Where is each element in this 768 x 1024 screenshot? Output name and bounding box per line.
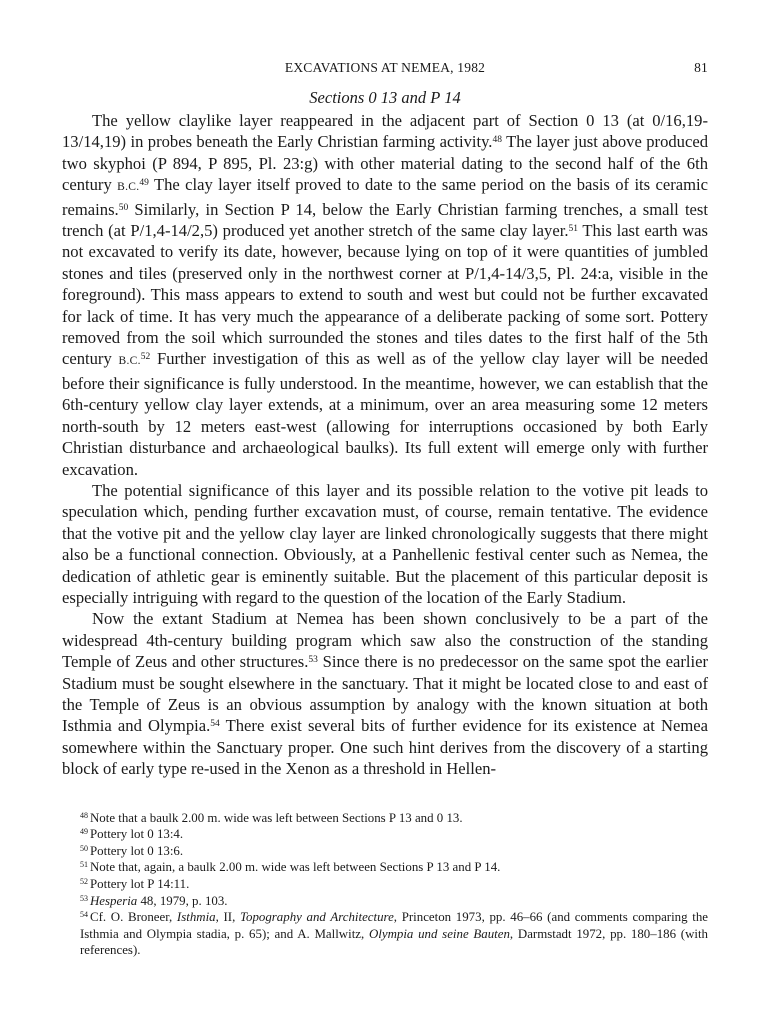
footnote-text: Pottery lot 0 13:6. (90, 843, 184, 858)
text-run: The clay layer itself proved to date to the same period on the basis of its ceramic remains. (62, 175, 708, 219)
footnote-ref-53[interactable]: 53 (308, 655, 318, 666)
footnote-number: 49 (80, 827, 88, 837)
footnote-48 (62, 810, 708, 827)
footnote-number: 50 (80, 843, 88, 853)
footnote-text: 48, 1979, p. 103. (137, 893, 228, 908)
footnote-number: 51 (80, 860, 88, 870)
text-run: The layer just above produced two skyphoi (P 894, P 895, Pl. 23:g) with other material dating to the second half of the 6th century (62, 132, 708, 195)
footnote-ref-52[interactable]: 52 (140, 352, 151, 363)
footnote-text: Note that, again, a baulk 2.00 m. wide was left between Sections P 13 and P 14. (90, 860, 501, 875)
footnote-number: 54 (80, 910, 88, 920)
footnote-text: , Princeton 1973, pp. 46–66 (and comments comparing the Isthmia and Olympia stadia, p. 65); and A. Mallwitz, (80, 910, 708, 941)
footnote-52 (62, 876, 708, 893)
paragraph-1 (62, 110, 708, 480)
footnote-text: Pottery lot P 14:11. (90, 876, 190, 891)
page (62, 60, 708, 959)
book-title: Topography and Architecture (240, 910, 394, 925)
journal-title: Hesperia (90, 893, 138, 908)
book-title: Olympia und seine Bauten (368, 926, 510, 941)
book-title: Isthmia (176, 910, 216, 925)
footnote-50 (62, 843, 708, 860)
footnote-ref-48[interactable]: 48 (492, 135, 502, 146)
footnote-ref-50[interactable]: 50 (118, 202, 129, 213)
text-run: Now the extant Stadium at Nemea has been shown conclusively to be a part of the widespread 4th-century building program which saw also the construction of the standing Temple of Zeus and other structures. (62, 609, 708, 672)
footnote-text: Cf. O. Broneer, (90, 910, 177, 925)
footnote-51 (62, 859, 708, 876)
text-run: The yellow claylike layer reappeared in the adjacent part of Section 0 13 (at 0/16,19-13/14,19) in probes beneath the Early Christian farming activity. (62, 111, 708, 152)
footnote-text: Pottery lot 0 13:4. (90, 827, 184, 842)
text-run: Further investigation of this as well as of the yellow clay layer will be needed before their significance is fully understood. In the meantime, however, we can establish that the 6th-century yellow clay layer extends, at a minimum, over an area measuring some 12 meters north-south by 12 meters east-west (allowing for interruptions occasioned by both Early Christian disturbance and archaeological baulks). Its full extent will emerge only with further excavation. (62, 349, 708, 479)
text-run: This last earth was not excavated to verify its date, however, because lying on top of it were quantities of jumbled stones and tiles (preserved only in the northwest corner at P/1,4-14/3,5, Pl. 24:a, visible in the foreground). This mass appears to extend to south and west but could not be further excavated for lack of time. It has very much the appearance of a deliberate packing of some sort. Pottery removed from the soil which surrounded the stones and tiles dates to the first half of the 5th century (62, 221, 709, 369)
era-abbrev: B.C. (118, 355, 141, 368)
footnotes (62, 810, 708, 959)
paragraph-2: The potential significance of this layer and its possible relation to the votive pit leads to speculation which, pending further excavation must, of course, remain tentative. The evidence that the votive pit and the yellow clay layer are linked chronologically suggests that there might also be a functional connection. Obviously, at a Panhellenic festival center such as Nemea, the dedication of athletic gear is eminently suitable. But the placement of this particular deposit is especially intriguing with regard to the question of the location of the Early Stadium. (62, 480, 708, 607)
footnote-ref-54[interactable]: 54 (210, 719, 220, 730)
footnote-number: 48 (80, 810, 88, 820)
footnote-53 (62, 893, 708, 910)
era-abbrev: B.C. (117, 181, 140, 194)
text-run: There exist several bits of further evidence for its existence at Nemea somewhere within the Sanctuary proper. One such hint derives from the discovery of a starting block of early type re-used in the Xenon as a threshold in Hellen- (62, 716, 708, 779)
footnote-number: 52 (80, 876, 88, 886)
running-title: EXCAVATIONS AT NEMEA, 1982 (284, 60, 486, 75)
footnote-49 (62, 826, 708, 843)
footnote-54 (62, 909, 708, 959)
text-run: Since there is no predecessor on the same spot the earlier Stadium must be sought elsewhere in the sanctuary. That it might be located close to and east of the Temple of Zeus is an obvious assumption by analogy with the known situation at both Isthmia and Olympia. (62, 652, 709, 736)
page-number: 81 (694, 60, 708, 75)
footnote-text: , Darmstadt 1972, pp. 180–186 (with references). (80, 926, 708, 958)
text-run: Similarly, in Section P 14, below the Early Christian farming trenches, a small test trench (at P/1,4-14/2,5) produced yet another stretch of the same clay layer. (62, 199, 708, 241)
running-header (62, 60, 708, 82)
footnote-ref-49[interactable]: 49 (139, 178, 149, 189)
body-text (62, 110, 708, 780)
section-heading: Sections 0 13 and P 14 (309, 88, 461, 107)
paragraph-3 (62, 608, 708, 779)
footnote-text: Note that a baulk 2.00 m. wide was left between Sections P 13 and 0 13. (90, 810, 463, 825)
footnote-number: 53 (80, 893, 88, 903)
footnote-text: , II, (215, 910, 241, 925)
footnote-ref-51[interactable]: 51 (568, 224, 578, 235)
